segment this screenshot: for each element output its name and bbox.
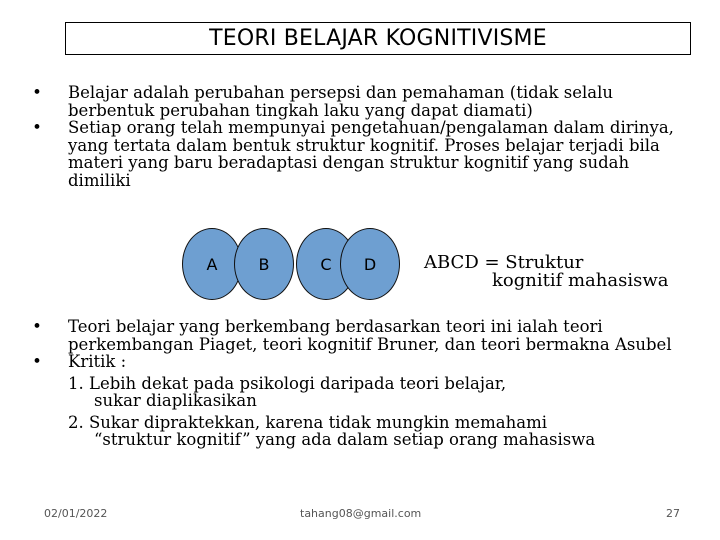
bullet-text: Teori belajar yang berkembang berdasarkan teori ini ialah teori perkembangan Piaget, teori kognitif Bruner, dan teori bermakna Asubel bbox=[68, 317, 672, 354]
circle-label: A bbox=[206, 254, 218, 274]
footer-page-number: 27 bbox=[666, 507, 680, 520]
circle-label: B bbox=[258, 254, 270, 274]
caption-line-2: kognitif mahasiswa bbox=[492, 270, 669, 291]
bullet-marker: • bbox=[32, 317, 42, 336]
circle-label: D bbox=[363, 254, 377, 274]
bullet-marker: • bbox=[32, 352, 42, 371]
bullet-item bbox=[30, 119, 690, 189]
circle-d bbox=[340, 228, 400, 300]
bullet-text: Setiap orang telah mempunyai pengetahuan/pengalaman dalam dirinya, yang tertata dalam bentuk struktur kognitif. Proses belajar terjadi bila materi yang baru beradaptasi dengan struktur kognitif yang sudah dimiliki bbox=[68, 118, 674, 190]
footer-date: 02/01/2022 bbox=[44, 507, 108, 520]
kritik-list bbox=[68, 375, 690, 449]
bullet-item bbox=[30, 84, 690, 119]
kritik-number: 1. bbox=[68, 373, 84, 393]
bottom-bullet-list bbox=[30, 318, 690, 449]
slide-title-text: TEORI BELAJAR KOGNITIVISME bbox=[209, 26, 547, 51]
top-bullet-list bbox=[30, 84, 690, 189]
bullet-text: Kritik : bbox=[68, 352, 127, 371]
kritik-text: Lebih dekat pada psikologi daripada teori belajar, bbox=[89, 373, 507, 393]
bullet-marker: • bbox=[32, 118, 42, 137]
bullet-marker: • bbox=[32, 83, 42, 102]
bullet-item bbox=[30, 318, 690, 353]
slide-title bbox=[65, 22, 691, 55]
circle-b bbox=[234, 228, 294, 300]
diagram-caption bbox=[424, 254, 668, 290]
kritik-item bbox=[68, 375, 690, 410]
kritik-number: 2. bbox=[68, 412, 84, 432]
kritik-text: Sukar dipraktekkan, karena tidak mungkin memahami bbox=[89, 412, 548, 432]
kritik-continuation: “struktur kognitif” yang ada dalam setiap orang mahasiswa bbox=[94, 430, 596, 449]
footer-email: tahang08@gmail.com bbox=[300, 507, 422, 520]
kritik-line bbox=[68, 375, 690, 393]
bullet-text: Belajar adalah perubahan persepsi dan pemahaman (tidak selalu berbentuk perubahan tingkah laku yang dapat diamati) bbox=[68, 83, 614, 120]
circle-a bbox=[182, 228, 242, 300]
kritik-continuation: sukar diaplikasikan bbox=[94, 391, 257, 410]
bullet-item bbox=[30, 353, 690, 449]
cognitive-structure-diagram bbox=[182, 228, 402, 300]
caption-line-1: ABCD = Struktur bbox=[424, 252, 584, 273]
kritik-line bbox=[68, 414, 690, 432]
kritik-item bbox=[68, 414, 690, 449]
circle-label: C bbox=[320, 254, 332, 274]
